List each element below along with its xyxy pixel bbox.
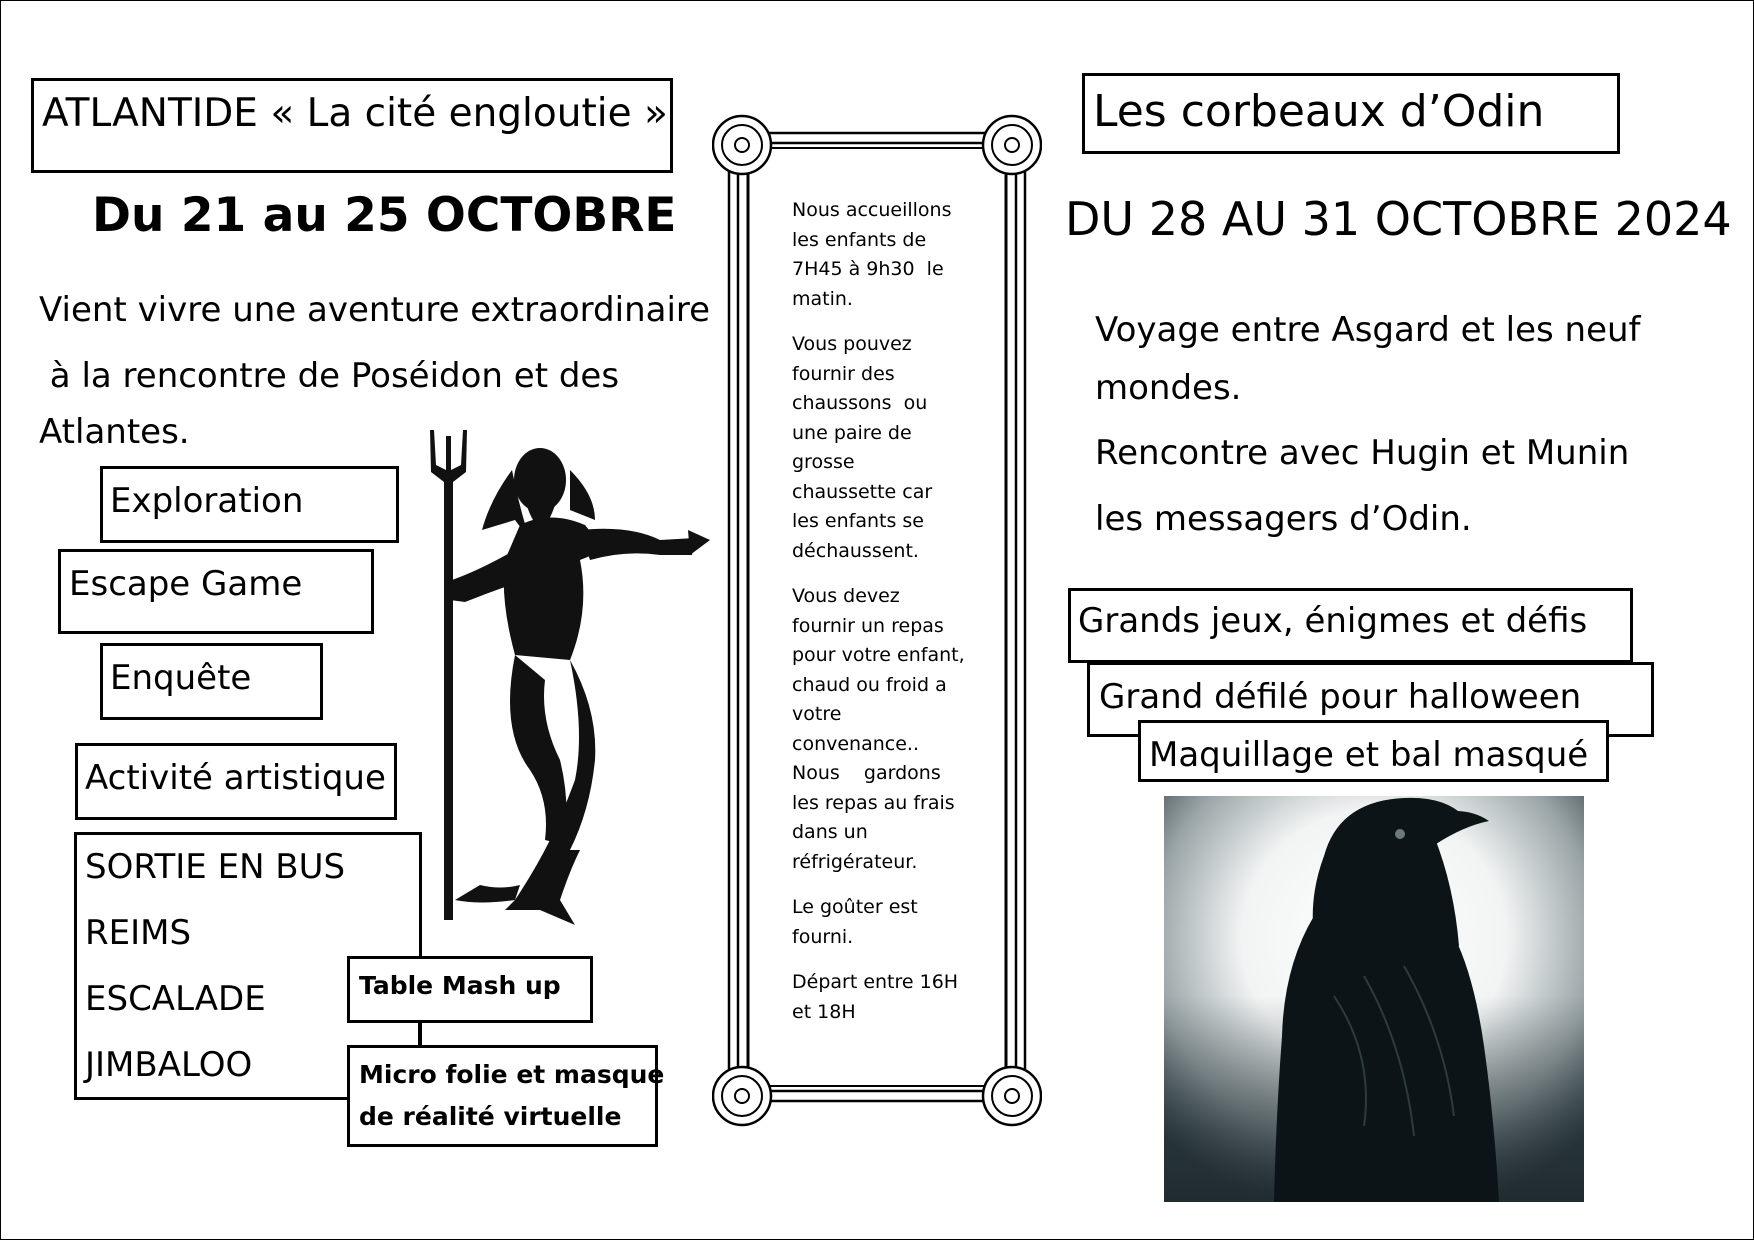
odin-intro-line2: mondes. (1095, 368, 1242, 408)
info-paragraph-meal: Vous devez fournir un repas pour votre enfant, chaud ou froid a votre convenance.. Nous gardons les repas au frais dans un réfrigérateur. (792, 585, 965, 873)
outing-item: REIMS (85, 913, 192, 953)
micro-folie-line1: Micro folie et masque (359, 1060, 665, 1089)
atlantide-intro-line3: Atlantes. (39, 412, 190, 452)
poseidon-illustration (420, 430, 710, 930)
info-paragraph-snack: Le goûter est fourni. (792, 896, 918, 948)
odin-dates: DU 28 AU 31 OCTOBRE 2024 (1065, 192, 1732, 246)
activity-label: Activité artistique (85, 758, 386, 798)
outing-item: SORTIE EN BUS (85, 847, 346, 887)
odin-activity-games (1068, 588, 1633, 663)
trident-shaft (444, 470, 453, 920)
odin-activity-label: Maquillage et bal masqué (1149, 735, 1589, 775)
table-mashup-box (347, 956, 593, 1023)
odin-intro-line4: les messagers d’Odin. (1095, 499, 1472, 539)
info-paragraph-departure: Départ entre 16H et 18H (792, 971, 959, 1023)
odin-title: Les corbeaux d’Odin (1093, 86, 1545, 137)
micro-folie-line2: de réalité virtuelle (359, 1102, 622, 1131)
activity-enquete (100, 643, 323, 720)
odin-intro-line3: Rencontre avec Hugin et Munin (1095, 433, 1630, 473)
info-paragraph-slippers: Vous pouvez fournir des chaussons ou une paire de grosse chaussette car les enfants se déchaussent. (792, 333, 933, 562)
activity-label: Escape Game (69, 564, 303, 604)
activity-label: Enquête (110, 658, 252, 698)
outing-item: JIMBALOO (85, 1045, 253, 1085)
odin-activity-makeup (1138, 720, 1609, 782)
odin-intro-line1: Voyage entre Asgard et les neuf (1095, 310, 1641, 350)
odin-activity-label: Grands jeux, énigmes et défis (1078, 601, 1588, 641)
raven-photo (1164, 796, 1584, 1202)
table-mashup-label: Table Mash up (359, 971, 561, 1000)
atlantide-title-box (31, 78, 673, 173)
atlantide-intro-line2: à la rencontre de Poséidon et des (39, 356, 620, 396)
activity-exploration (100, 466, 399, 543)
outing-item: ESCALADE (85, 979, 266, 1019)
atlantide-title: ATLANTIDE « La cité engloutie » (42, 91, 668, 136)
odin-title-box (1082, 73, 1620, 154)
activity-artistique (75, 743, 397, 820)
activity-escape-game (58, 549, 374, 634)
atlantide-intro-line1: Vient vivre une aventure extraordinaire (39, 290, 711, 330)
atlantide-dates: Du 21 au 25 OCTOBRE (92, 188, 677, 243)
info-column (792, 196, 982, 1043)
info-paragraph-hours: Nous accueillons les enfants de 7H45 à 9h30 le matin. (792, 199, 952, 310)
micro-folie-box (347, 1045, 665, 1147)
activity-label: Exploration (110, 481, 304, 521)
trident-head (430, 430, 467, 482)
odin-activity-label: Grand défilé pour halloween (1099, 677, 1582, 717)
